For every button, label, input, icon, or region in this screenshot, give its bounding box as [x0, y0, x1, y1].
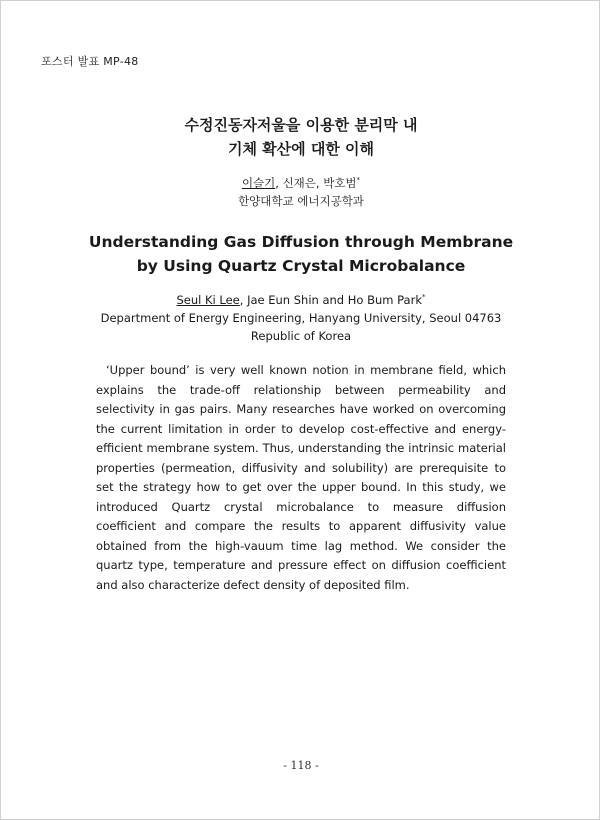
korean-authors [1, 174, 600, 192]
korean-presenting-author: 이슬기 [241, 176, 276, 190]
english-other-authors: , Jae Eun Shin and Ho Bum Park [239, 293, 422, 307]
korean-other-authors: , 신재은, 박호범 [275, 176, 357, 190]
session-label: 포스터 발표 MP-48 [41, 55, 139, 68]
korean-title-line-2: 기체 확산에 대한 이해 [227, 140, 375, 158]
english-authors [1, 291, 600, 309]
english-title-line-1: Understanding Gas Diffusion through Membrane [88, 233, 514, 251]
english-affiliation-line-2: Republic of Korea [250, 329, 352, 343]
korean-corresponding-mark: * [356, 176, 361, 185]
english-affiliation-line-1: Department of Energy Engineering, Hanyang University, Seoul 04763 [100, 311, 502, 325]
english-author-block [1, 291, 600, 345]
english-title [1, 230, 600, 278]
page-number: - 118 - [283, 759, 319, 772]
abstract-paragraph: ‘Upper bound’ is very well known notion in membrane field, which explains the trade-off relationship between permeability and selectivity in gas pairs. Many researches have worked on overcoming the current limitation in order to develop cost-effective and energy-efficient membrane system. Thus, understanding the intrinsic material properties (permeation, diffusivity and solubility) are prerequisite to set the strategy how to get over the upper bound. In this study, we introduced Quartz crystal microbalance to measure diffusion coefficient and compare the results to apparent diffusivity value obtained from the high-vauum time lag method. We consider the quartz type, temperature and pressure effect on diffusion coefficient and also characterize defect density of deposited film. [96, 363, 506, 592]
korean-affiliation: 한양대학교 에너지공학과 [238, 194, 364, 208]
korean-title-line-1: 수정진동자저울을 이용한 분리막 내 [184, 116, 418, 134]
english-presenting-author: Seul Ki Lee [176, 293, 240, 307]
english-corresponding-mark: * [422, 293, 426, 302]
korean-author-block [1, 174, 600, 210]
korean-title [1, 113, 600, 161]
english-title-line-2: by Using Quartz Crystal Microbalance [136, 257, 466, 275]
